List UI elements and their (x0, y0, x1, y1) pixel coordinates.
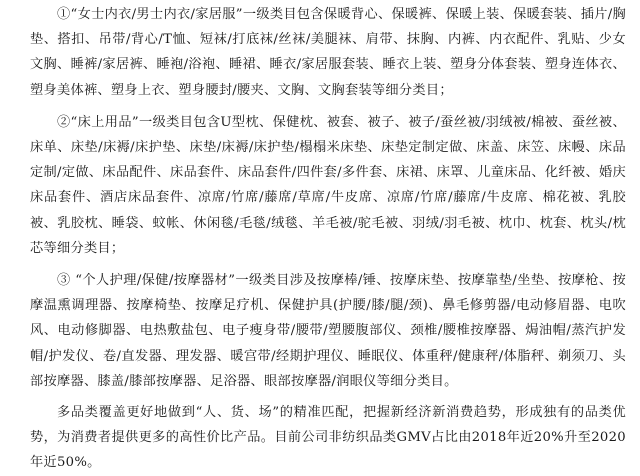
paragraph-category-advantage-summary: 多品类覆盖更好地做到“人、货、场”的精准匹配，把握新经济新消费趋势，形成独有的品类优势，为消费者提供更多的高性价比产品。目前公司非纺织品类GMV占比由2018年近20%升至2020年近50%。 (30, 405, 626, 471)
paragraph-personal-care-categories: ③ “个人护理/保健/按摩器材”一级类目涉及按摩棒/锤、按摩床垫、按摩靠垫/坐垫、按摩枪、按摩温熏调理器、按摩椅垫、按摩足疗机、保健护具(护腰/膝/腿/颈)、鼻毛修剪器/电动修眉器、电吹风、电动修脚器、电热敷盐包、电子瘦身带/腰带/塑腰腹部仪、颈椎/腰椎按摩器、焗油帽/蒸汽护发帽/护发仪、卷/直发器、理发器、暖宫带/经期护理仪、睡眠仪、体重秤/健康秤/体脂秤、剃须刀、头部按摩器、膝盖/膝部按摩器、足浴器、眼部按摩器/润眼仪等细分类目。 (30, 273, 626, 389)
paragraph-bedding-categories: ②“床上用品”一级类目包含U型枕、保健枕、被套、被子、被子/蚕丝被/羽绒被/棉被、蚕丝被、床单、床垫/床褥/床护垫、床垫/床褥/床护垫/榻榻米床垫、床垫定制定做、床盖、床笠、床幔、床品定制/定做、床品配件、床品套件、床品套件/四件套/多件套、床裙、床罩、儿童床品、化纤被、婚庆床品套件、酒店床品套件、凉席/竹席/藤席/草席/牛皮席、凉席/竹席/藤席/牛皮席、棉花被、乳胶被、乳胶枕、睡袋、蚊帐、休闲毯/毛毯/绒毯、羊毛被/驼毛被、羽绒/羽毛被、枕巾、枕套、枕头/枕芯等细分类目； (30, 114, 626, 256)
paragraph-underwear-categories: ①“女士内衣/男士内衣/家居服”一级类目包含保暖背心、保暖裤、保暖上装、保暖套装、插片/胸垫、搭扣、吊带/背心/T恤、短袜/打底袜/丝袜/美腿袜、肩带、抹胸、内裤、内衣配件、乳贴、少女文胸、睡裤/家居裤、睡袍/浴袍、睡裙、睡衣/家居服套装、睡衣上装、塑身分体套装、塑身连体衣、塑身美体裤、塑身上衣、塑身腰封/腰夹、文胸、文胸套装等细分类目； (30, 7, 626, 98)
